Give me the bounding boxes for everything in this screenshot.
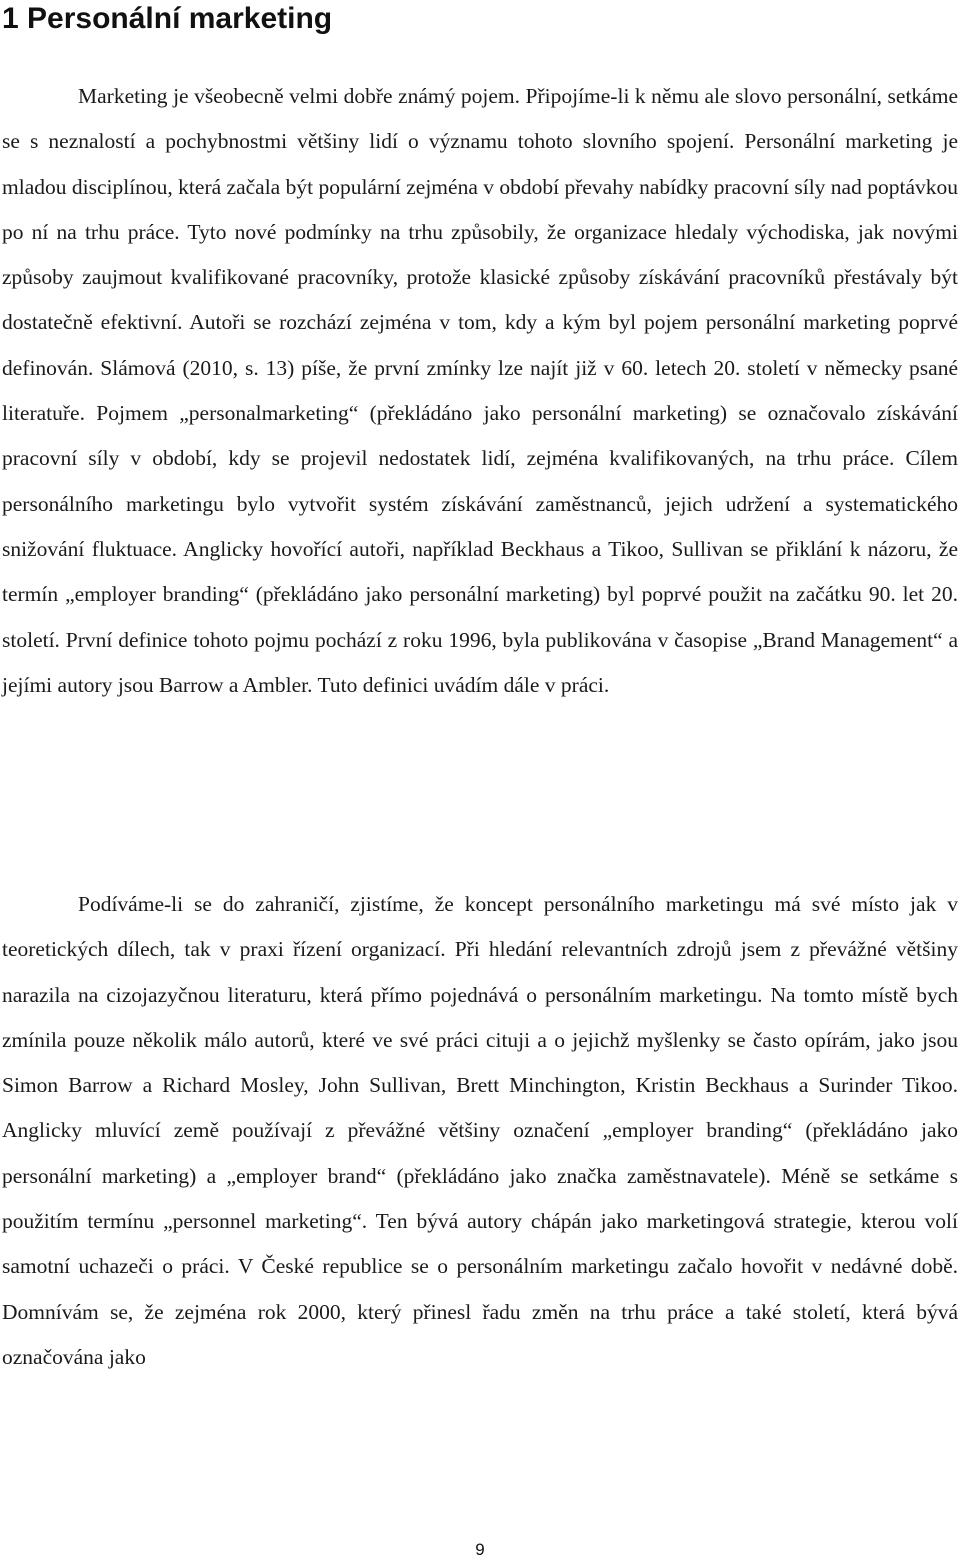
body-paragraph-2: Podíváme-li se do zahraničí, zjistíme, že koncept personálního marketingu má své místo jak v teoretických dílech, tak v praxi řízení organizací. Při hledání relevantních zdrojů jsem z převážné většiny narazila na cizojazyčnou literaturu, která přímo pojednává o personálním marketingu. Na tomto místě bych zmínila pouze několik málo autorů, které ve své práci cituji a o jejichž myšlenky se často opírám, jako jsou Simon Barrow a Richard Mosley, John Sullivan, Brett Minchington, Kristin Beckhaus a Surinder Tikoo. Anglicky mluvící země používají z převážné většiny označení „employer branding“ (překládáno jako personální marketing) a „employer brand“ (překládáno jako značka zaměstnavatele). Méně se setkáme s použitím termínu „personnel marketing“. Ten bývá autory chápán jako marketingová strategie, kterou volí samotní uchazeči o práci. V České republice se o personálním marketingu začalo hovořit v nedávné době. Domnívám se, že zejména rok 2000, který přinesl řadu změn na trhu práce a také století, která bývá označována jako (2, 892, 958, 1369)
page-number: 9 (475, 1540, 485, 1559)
body-paragraph-1: Marketing je všeobecně velmi dobře známý pojem. Připojíme-li k němu ale slovo personální, setkáme se s neznalostí a pochybnostmi většiny lidí o významu tohoto slovního spojení. Personální marketing je mladou disciplínou, která začala být populární zejména v období převahy nabídky pracovní síly nad poptávkou po ní na trhu práce. Tyto nové podmínky na trhu způsobily, že organizace hledaly východiska, jak novými způsoby zaujmout kvalifikované pracovníky, protože klasické způsoby získávání pracovníků přestávaly být dostatečně efektivní. Autoři se rozchází zejména v tom, kdy a kým byl pojem personální marketing poprvé definován. Slámová (2010, s. 13) píše, že první zmínky lze najít již v 60. letech 20. století v německy psané literatuře. Pojmem „personalmarketing“ (překládáno jako personální marketing) se označovalo získávání pracovní síly v období, kdy se projevil nedostatek lidí, zejména kvalifikovaných, na trhu práce. Cílem personálního marketingu bylo vytvořit systém získávání zaměstnanců, jejich udržení a systematického snižování fluktuace. Anglicky hovořící autoři, například Beckhaus a Tikoo, Sullivan se přiklání k názoru, že termín „employer branding“ (překládáno jako personální marketing) byl poprvé použit na začátku 90. let 20. století. První definice tohoto pojmu pochází z roku 1996, byla publikována v časopise „Brand Management“ a jejími autory jsou Barrow a Ambler. Tuto definici uvádím dále v práci. (2, 84, 958, 697)
chapter-heading: 1 Personální marketing (2, 2, 333, 35)
